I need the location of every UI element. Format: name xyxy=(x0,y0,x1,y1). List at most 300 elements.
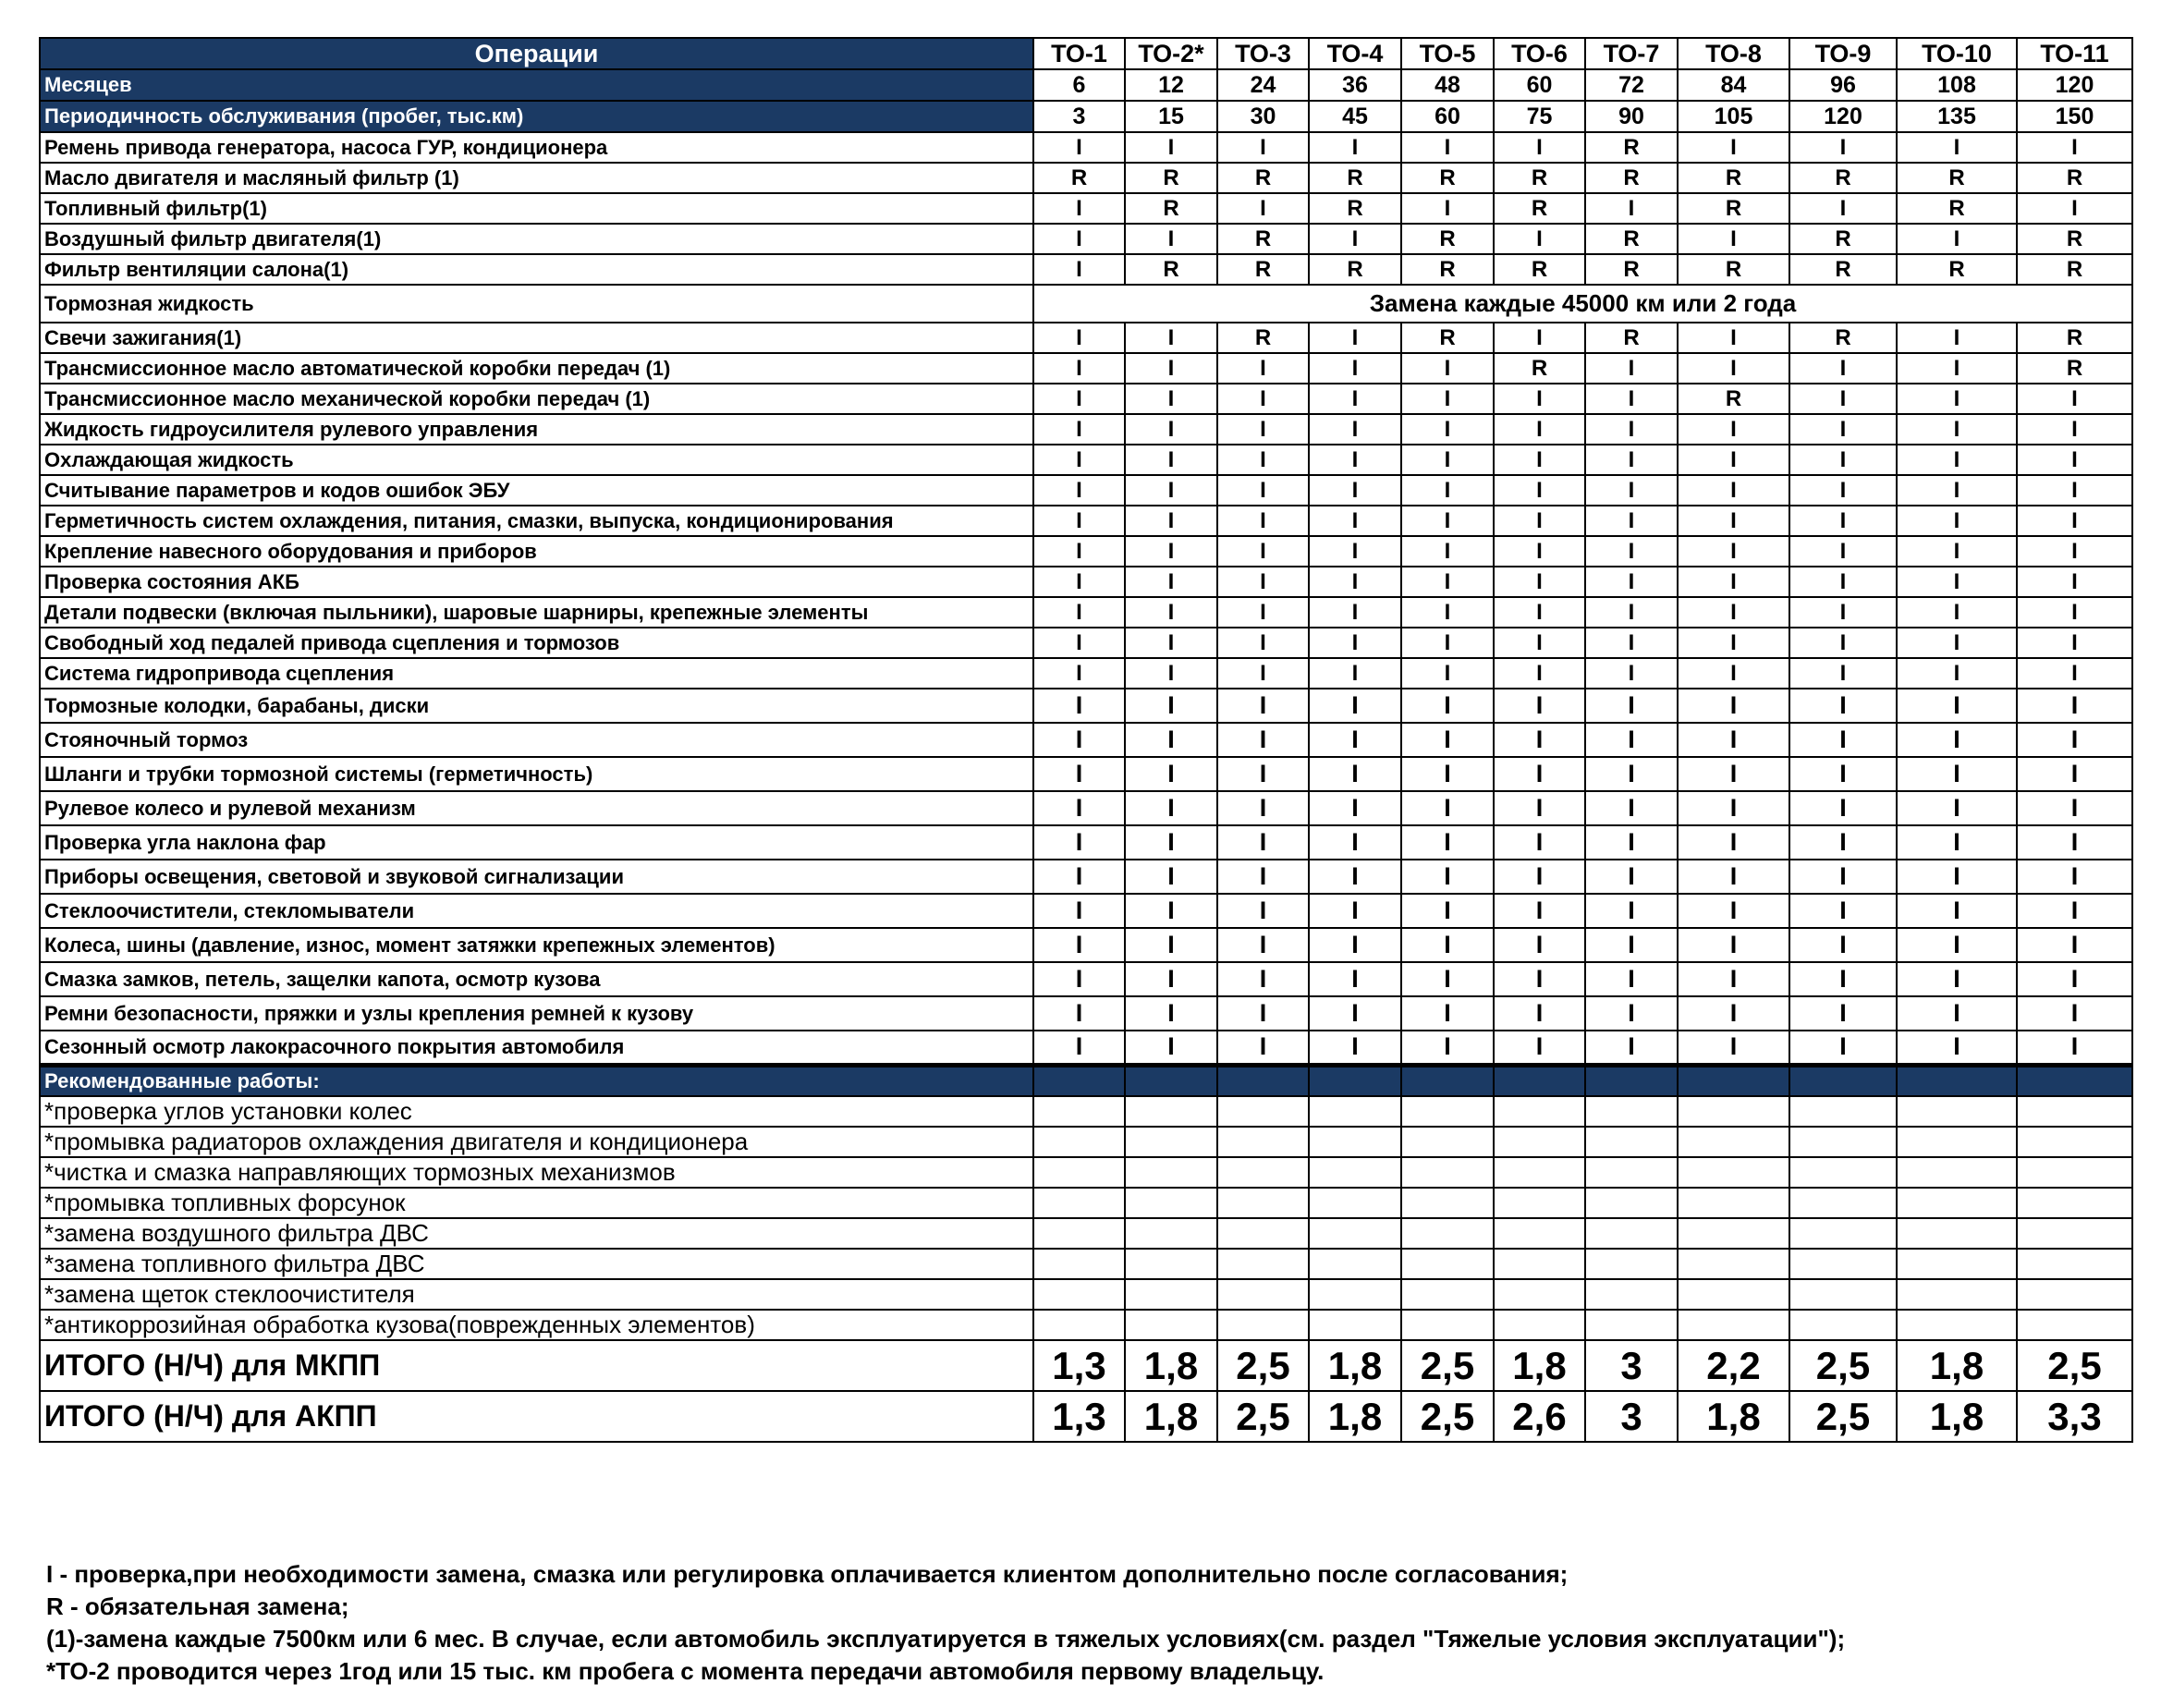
operation-mark: I xyxy=(1494,567,1585,597)
operation-mark: I xyxy=(1309,996,1401,1031)
operation-mark: I xyxy=(1678,323,1789,353)
operation-mark: R xyxy=(1309,193,1401,224)
total-value: 3 xyxy=(1585,1340,1678,1391)
operation-mark: I xyxy=(1789,689,1897,723)
total-label: ИТОГО (Н/Ч) для МКПП xyxy=(40,1340,1033,1391)
operation-mark: I xyxy=(1585,1031,1678,1065)
column-header: ТО-2* xyxy=(1125,38,1217,69)
operation-mark: I xyxy=(1789,723,1897,757)
operation-mark: I xyxy=(1678,825,1789,860)
operation-mark: I xyxy=(1585,597,1678,628)
operation-mark: I xyxy=(1678,757,1789,791)
operation-mark: I xyxy=(2017,723,2132,757)
recommended-header-cell xyxy=(1789,1065,1897,1096)
operation-mark: I xyxy=(1789,996,1897,1031)
operation-name: Колеса, шины (давление, износ, момент затяжки крепежных элементов) xyxy=(40,928,1033,962)
operation-mark: I xyxy=(2017,567,2132,597)
operation-mark: I xyxy=(1585,791,1678,825)
total-value: 2,5 xyxy=(1789,1340,1897,1391)
operation-mark: I xyxy=(1309,723,1401,757)
operation-mark: I xyxy=(1789,597,1897,628)
operation-mark: I xyxy=(1401,825,1494,860)
mileage-value: 120 xyxy=(1789,101,1897,132)
empty-cell xyxy=(2017,1279,2132,1310)
operation-mark: I xyxy=(1678,536,1789,567)
operation-mark: I xyxy=(1789,928,1897,962)
operation-name: Детали подвески (включая пыльники), шаровые шарниры, крепежные элементы xyxy=(40,597,1033,628)
empty-cell xyxy=(1585,1249,1678,1279)
operation-row xyxy=(40,506,2132,536)
operation-name: Трансмиссионное масло механической коробки передач (1) xyxy=(40,384,1033,414)
empty-cell xyxy=(1217,1188,1309,1218)
operation-mark: I xyxy=(1494,1031,1585,1065)
operation-mark: R xyxy=(2017,163,2132,193)
mileage-value: 75 xyxy=(1494,101,1585,132)
operation-mark: I xyxy=(1678,689,1789,723)
empty-cell xyxy=(1217,1127,1309,1157)
column-header: ТО-3 xyxy=(1217,38,1309,69)
operation-mark: I xyxy=(1494,658,1585,689)
operation-mark: I xyxy=(1125,414,1217,445)
operation-name: Рулевое колесо и рулевой механизм xyxy=(40,791,1033,825)
total-value: 1,8 xyxy=(1494,1340,1585,1391)
operation-row xyxy=(40,475,2132,506)
operation-mark: I xyxy=(1217,384,1309,414)
operation-mark: R xyxy=(2017,323,2132,353)
operation-mark: I xyxy=(1217,658,1309,689)
empty-cell xyxy=(1897,1188,2017,1218)
operation-name: Масло двигателя и масляный фильтр (1) xyxy=(40,163,1033,193)
operation-row xyxy=(40,384,2132,414)
total-value: 2,5 xyxy=(1789,1391,1897,1442)
empty-cell xyxy=(1897,1310,2017,1340)
operation-row xyxy=(40,414,2132,445)
total-value: 2,5 xyxy=(1401,1391,1494,1442)
operation-mark: I xyxy=(1678,860,1789,894)
operation-mark: I xyxy=(1309,132,1401,163)
operation-mark: R xyxy=(1585,323,1678,353)
operation-mark: I xyxy=(1033,536,1125,567)
operation-mark: I xyxy=(2017,536,2132,567)
operation-name: Стояночный тормоз xyxy=(40,723,1033,757)
operation-mark: I xyxy=(2017,1031,2132,1065)
months-value: 24 xyxy=(1217,69,1309,101)
column-header: ТО-6 xyxy=(1494,38,1585,69)
operation-mark: R xyxy=(1494,193,1585,224)
operation-mark: I xyxy=(1125,567,1217,597)
operation-mark: R xyxy=(1401,224,1494,254)
operation-mark: I xyxy=(1585,996,1678,1031)
operation-mark: I xyxy=(1217,353,1309,384)
operation-mark: I xyxy=(1309,791,1401,825)
operation-mark: I xyxy=(1789,475,1897,506)
operation-mark: I xyxy=(1309,224,1401,254)
operation-row xyxy=(40,597,2132,628)
operation-mark: I xyxy=(1789,414,1897,445)
operation-mark: I xyxy=(1217,567,1309,597)
operation-mark: I xyxy=(1585,445,1678,475)
operation-mark: I xyxy=(2017,132,2132,163)
recommended-row xyxy=(40,1157,2132,1188)
operation-mark: R xyxy=(1678,163,1789,193)
operation-name: Ремни безопасности, пряжки и узлы крепления ремней к кузову xyxy=(40,996,1033,1031)
operation-mark: I xyxy=(1897,658,2017,689)
recommended-item: *замена щеток стеклоочистителя xyxy=(40,1279,1033,1310)
operation-mark: I xyxy=(1401,723,1494,757)
operation-mark: I xyxy=(2017,962,2132,996)
operation-name: Фильтр вентиляции салона(1) xyxy=(40,254,1033,285)
operation-mark: I xyxy=(1217,894,1309,928)
mileage-value: 30 xyxy=(1217,101,1309,132)
total-value: 1,8 xyxy=(1125,1391,1217,1442)
operation-mark: I xyxy=(1217,475,1309,506)
empty-cell xyxy=(1401,1249,1494,1279)
total-value: 1,8 xyxy=(1125,1340,1217,1391)
empty-cell xyxy=(1494,1218,1585,1249)
operation-mark: I xyxy=(1494,825,1585,860)
operation-mark: R xyxy=(1789,254,1897,285)
empty-cell xyxy=(1789,1188,1897,1218)
mileage-value: 45 xyxy=(1309,101,1401,132)
months-row xyxy=(40,69,2132,101)
operation-name: Свободный ход педалей привода сцепления и тормозов xyxy=(40,628,1033,658)
operation-mark: I xyxy=(2017,689,2132,723)
operation-mark: I xyxy=(1125,894,1217,928)
operation-mark: I xyxy=(1678,996,1789,1031)
operation-mark: R xyxy=(1217,163,1309,193)
empty-cell xyxy=(1217,1157,1309,1188)
operation-mark: I xyxy=(1494,132,1585,163)
total-value: 2,2 xyxy=(1678,1340,1789,1391)
operation-mark: R xyxy=(1789,163,1897,193)
empty-cell xyxy=(1125,1188,1217,1218)
operation-mark: I xyxy=(1309,658,1401,689)
operation-mark: I xyxy=(1789,353,1897,384)
operation-mark: I xyxy=(1217,962,1309,996)
operation-mark: I xyxy=(1309,860,1401,894)
operation-row xyxy=(40,689,2132,723)
operation-mark: I xyxy=(1217,445,1309,475)
empty-cell xyxy=(1401,1279,1494,1310)
operation-mark: I xyxy=(1033,567,1125,597)
empty-cell xyxy=(2017,1157,2132,1188)
operation-mark: R xyxy=(1678,254,1789,285)
empty-cell xyxy=(1897,1127,2017,1157)
empty-cell xyxy=(1789,1218,1897,1249)
operation-row xyxy=(40,285,2132,323)
empty-cell xyxy=(1897,1096,2017,1127)
operation-mark: I xyxy=(1125,962,1217,996)
total-value: 1,8 xyxy=(1309,1340,1401,1391)
operation-mark: I xyxy=(1789,132,1897,163)
operation-row xyxy=(40,1031,2132,1065)
operation-mark: I xyxy=(1494,597,1585,628)
months-value: 96 xyxy=(1789,69,1897,101)
operation-mark: R xyxy=(1897,163,2017,193)
recommended-header-cell xyxy=(1309,1065,1401,1096)
operation-mark: I xyxy=(1585,723,1678,757)
operation-mark: R xyxy=(1217,323,1309,353)
operation-mark: I xyxy=(1125,536,1217,567)
operation-mark: I xyxy=(1125,723,1217,757)
operation-mark: I xyxy=(1401,860,1494,894)
operation-mark: I xyxy=(1033,723,1125,757)
empty-cell xyxy=(1585,1188,1678,1218)
legend-line-1: (1)-замена каждые 7500км или 6 мес. В случае, если автомобиль эксплуатируется в тяжелых условиях(см. раздел "Тяжелые условия эксплуатации"); xyxy=(46,1625,1846,1653)
operation-mark: I xyxy=(1309,536,1401,567)
operation-mark: I xyxy=(1125,353,1217,384)
operation-mark: I xyxy=(1309,445,1401,475)
total-value: 2,5 xyxy=(1401,1340,1494,1391)
empty-cell xyxy=(1309,1188,1401,1218)
months-value: 72 xyxy=(1585,69,1678,101)
operation-mark: I xyxy=(1897,1031,2017,1065)
legend-line-to2: *ТО-2 проводится через 1год или 15 тыс. км пробега с момента передачи автомобиля первому владельцу. xyxy=(46,1657,1325,1685)
empty-cell xyxy=(1789,1279,1897,1310)
operation-name: Крепление навесного оборудования и приборов xyxy=(40,536,1033,567)
recommended-row xyxy=(40,1310,2132,1340)
maintenance-table xyxy=(39,37,2133,1443)
operation-mark: I xyxy=(1217,506,1309,536)
operations-header: Операции xyxy=(40,38,1033,69)
operation-mark: I xyxy=(1401,445,1494,475)
operation-mark: I xyxy=(1125,928,1217,962)
empty-cell xyxy=(1585,1127,1678,1157)
operation-mark: I xyxy=(1494,791,1585,825)
months-value: 12 xyxy=(1125,69,1217,101)
recommended-row xyxy=(40,1249,2132,1279)
operation-mark: I xyxy=(1309,757,1401,791)
operation-mark: I xyxy=(1897,757,2017,791)
operation-mark: I xyxy=(1125,224,1217,254)
operation-mark: I xyxy=(2017,860,2132,894)
empty-cell xyxy=(1125,1218,1217,1249)
empty-cell xyxy=(1217,1279,1309,1310)
operation-mark: I xyxy=(1789,757,1897,791)
empty-cell xyxy=(1125,1096,1217,1127)
operation-mark: I xyxy=(1033,597,1125,628)
operation-name: Свечи зажигания(1) xyxy=(40,323,1033,353)
operation-mark: I xyxy=(1678,658,1789,689)
operation-mark: R xyxy=(1033,163,1125,193)
mileage-value: 3 xyxy=(1033,101,1125,132)
operation-mark: I xyxy=(1678,506,1789,536)
empty-cell xyxy=(1033,1249,1125,1279)
operation-mark: I xyxy=(1401,894,1494,928)
operation-mark: I xyxy=(1125,757,1217,791)
total-value: 3 xyxy=(1585,1391,1678,1442)
empty-cell xyxy=(1678,1279,1789,1310)
operation-mark: I xyxy=(1033,791,1125,825)
operation-mark: R xyxy=(1585,254,1678,285)
operation-mark: I xyxy=(1789,791,1897,825)
recommended-header-cell xyxy=(1033,1065,1125,1096)
operation-mark: I xyxy=(1678,475,1789,506)
operation-name: Трансмиссионное масло автоматической коробки передач (1) xyxy=(40,353,1033,384)
operation-mark: R xyxy=(1217,254,1309,285)
operation-mark: I xyxy=(1897,723,2017,757)
operation-mark: I xyxy=(1494,536,1585,567)
operation-mark: R xyxy=(1494,163,1585,193)
operation-mark: I xyxy=(1897,475,2017,506)
operation-mark: I xyxy=(2017,445,2132,475)
operation-mark: I xyxy=(1494,445,1585,475)
empty-cell xyxy=(1309,1249,1401,1279)
empty-cell xyxy=(1125,1279,1217,1310)
operation-mark: I xyxy=(1217,628,1309,658)
operation-mark: I xyxy=(2017,825,2132,860)
operation-mark: I xyxy=(1217,996,1309,1031)
operation-name: Стеклоочистители, стекломыватели xyxy=(40,894,1033,928)
operation-mark: I xyxy=(1033,254,1125,285)
empty-cell xyxy=(1494,1096,1585,1127)
operation-mark: I xyxy=(1125,132,1217,163)
operation-mark: I xyxy=(1125,475,1217,506)
operation-mark: I xyxy=(1125,658,1217,689)
operation-row xyxy=(40,757,2132,791)
operation-mark: I xyxy=(1033,962,1125,996)
operation-mark: I xyxy=(1309,628,1401,658)
operation-mark: I xyxy=(1789,825,1897,860)
recommended-item: *замена воздушного фильтра ДВС xyxy=(40,1218,1033,1249)
operation-mark: I xyxy=(1033,414,1125,445)
operation-name: Проверка угла наклона фар xyxy=(40,825,1033,860)
operation-mark: I xyxy=(1897,323,2017,353)
operation-mark: I xyxy=(1678,894,1789,928)
operation-mark: I xyxy=(1494,860,1585,894)
recommended-item: *промывка топливных форсунок xyxy=(40,1188,1033,1218)
empty-cell xyxy=(2017,1127,2132,1157)
operation-mark: I xyxy=(1585,894,1678,928)
operation-mark: I xyxy=(1125,791,1217,825)
operation-mark: I xyxy=(1897,567,2017,597)
operation-mark: I xyxy=(1033,193,1125,224)
operation-mark: I xyxy=(1678,628,1789,658)
empty-cell xyxy=(1789,1310,1897,1340)
operation-mark: I xyxy=(1789,1031,1897,1065)
operation-mark: I xyxy=(1897,825,2017,860)
operation-mark: I xyxy=(1897,353,2017,384)
operation-row xyxy=(40,193,2132,224)
operation-row xyxy=(40,996,2132,1031)
operation-name: Ремень привода генератора, насоса ГУР, кондиционера xyxy=(40,132,1033,163)
empty-cell xyxy=(1309,1157,1401,1188)
operation-mark: R xyxy=(1309,254,1401,285)
recommended-header-cell xyxy=(1217,1065,1309,1096)
operation-mark: R xyxy=(1585,224,1678,254)
operation-mark: I xyxy=(1494,475,1585,506)
operation-row xyxy=(40,962,2132,996)
mileage-label: Периодичность обслуживания (пробег, тыс.км) xyxy=(40,101,1033,132)
operation-mark: I xyxy=(1678,445,1789,475)
empty-cell xyxy=(1401,1310,1494,1340)
operation-name: Жидкость гидроусилителя рулевого управления xyxy=(40,414,1033,445)
operation-mark: I xyxy=(1494,414,1585,445)
operation-mark: I xyxy=(1033,353,1125,384)
operation-row xyxy=(40,928,2132,962)
operation-mark: I xyxy=(1217,689,1309,723)
operation-mark: I xyxy=(1033,224,1125,254)
operation-mark: I xyxy=(1789,894,1897,928)
operation-mark: I xyxy=(1401,193,1494,224)
operation-row xyxy=(40,163,2132,193)
operation-mark: I xyxy=(1897,445,2017,475)
operation-mark: I xyxy=(1585,689,1678,723)
operation-mark: I xyxy=(1125,996,1217,1031)
operation-mark: I xyxy=(1033,860,1125,894)
operation-mark: I xyxy=(1678,224,1789,254)
operation-mark: I xyxy=(1678,1031,1789,1065)
operation-mark: I xyxy=(1585,757,1678,791)
operation-row xyxy=(40,323,2132,353)
empty-cell xyxy=(1897,1218,2017,1249)
operation-name: Охлаждающая жидкость xyxy=(40,445,1033,475)
operation-mark: I xyxy=(1585,353,1678,384)
empty-cell xyxy=(1789,1127,1897,1157)
column-header: ТО-10 xyxy=(1897,38,2017,69)
operation-mark: I xyxy=(1897,860,2017,894)
operation-mark: R xyxy=(1125,254,1217,285)
operation-mark: I xyxy=(1309,506,1401,536)
operation-mark: I xyxy=(1125,384,1217,414)
empty-cell xyxy=(1125,1157,1217,1188)
months-value: 60 xyxy=(1494,69,1585,101)
operation-mark: I xyxy=(1897,928,2017,962)
operation-mark: I xyxy=(1033,658,1125,689)
legend-line-r: R - обязательная замена; xyxy=(46,1592,349,1620)
recommended-header-cell xyxy=(2017,1065,2132,1096)
operation-mark: I xyxy=(1678,962,1789,996)
empty-cell xyxy=(1217,1310,1309,1340)
operation-name: Считывание параметров и кодов ошибок ЭБУ xyxy=(40,475,1033,506)
total-label: ИТОГО (Н/Ч) для АКПП xyxy=(40,1391,1033,1442)
empty-cell xyxy=(2017,1310,2132,1340)
empty-cell xyxy=(1309,1218,1401,1249)
total-value: 1,3 xyxy=(1033,1391,1125,1442)
operation-row xyxy=(40,567,2132,597)
total-value: 1,8 xyxy=(1309,1391,1401,1442)
total-value: 1,8 xyxy=(1897,1340,2017,1391)
operation-mark: I xyxy=(1789,506,1897,536)
operation-mark: I xyxy=(1789,193,1897,224)
operation-mark: I xyxy=(1897,996,2017,1031)
operation-mark: I xyxy=(1217,193,1309,224)
total-value: 2,5 xyxy=(1217,1340,1309,1391)
empty-cell xyxy=(1309,1279,1401,1310)
operation-mark: I xyxy=(1033,384,1125,414)
mileage-value: 15 xyxy=(1125,101,1217,132)
operation-mark: I xyxy=(1033,825,1125,860)
operation-row xyxy=(40,825,2132,860)
operation-row xyxy=(40,894,2132,928)
operation-mark: I xyxy=(1494,506,1585,536)
operation-mark: I xyxy=(2017,193,2132,224)
months-value: 48 xyxy=(1401,69,1494,101)
operation-mark: R xyxy=(1401,254,1494,285)
operation-mark: I xyxy=(1897,414,2017,445)
operation-mark: I xyxy=(1494,323,1585,353)
operation-mark: I xyxy=(1033,628,1125,658)
operation-mark: I xyxy=(1585,536,1678,567)
operation-mark: I xyxy=(1401,353,1494,384)
operation-mark: R xyxy=(2017,353,2132,384)
empty-cell xyxy=(1401,1218,1494,1249)
operation-mark: R xyxy=(1585,132,1678,163)
operation-mark: I xyxy=(1585,628,1678,658)
operation-mark: I xyxy=(1897,506,2017,536)
empty-cell xyxy=(1678,1249,1789,1279)
operation-mark: I xyxy=(1494,628,1585,658)
